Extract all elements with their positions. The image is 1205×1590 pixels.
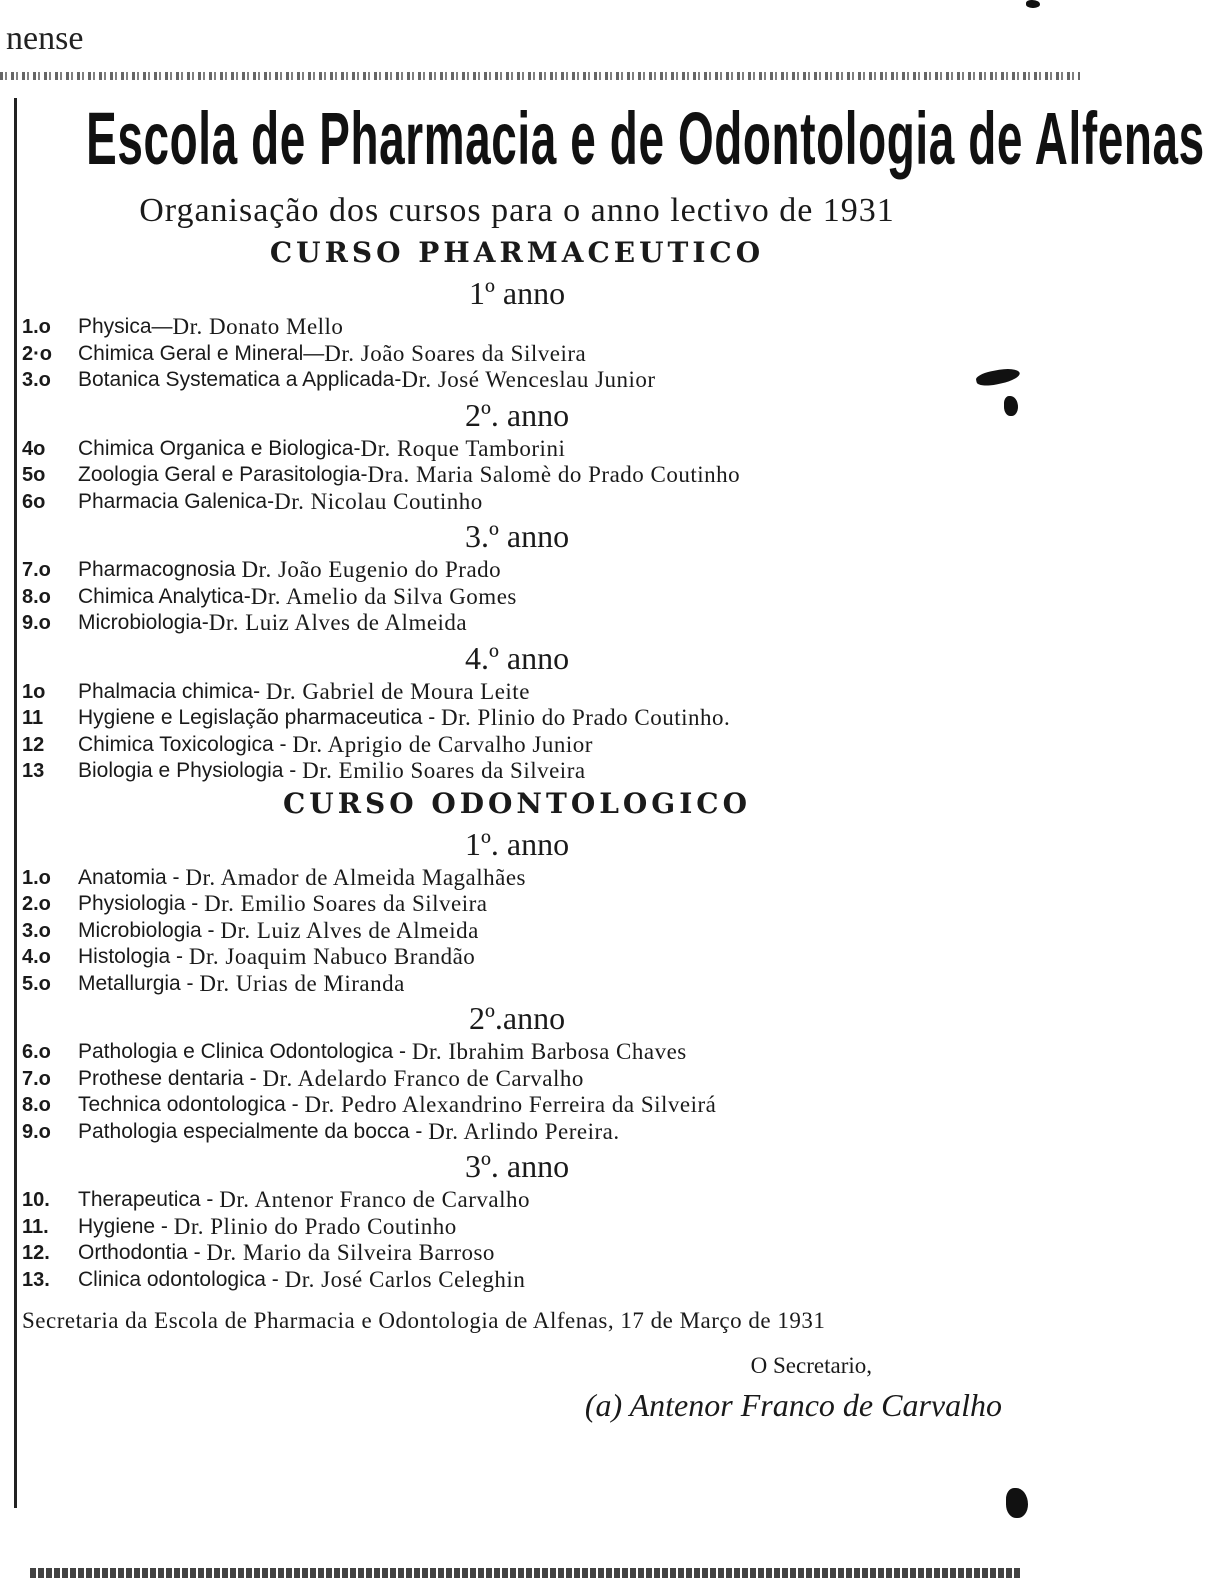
header-fragment: nense [6,20,84,57]
item-number: 9.o [22,1120,51,1143]
subject-item [22,758,1012,785]
item-number: 4.o [22,946,51,968]
subject-list [22,1039,1012,1145]
subject-name: Microbiologia - [78,918,221,942]
teacher-name: Dr. Emilio Soares da Silveira [302,758,586,783]
item-number: 2.o [22,893,51,915]
subject-name: Physica— [78,315,173,338]
subject-list [22,679,1012,785]
subject-list [22,557,1012,637]
item-number: 13 [22,760,45,782]
teacher-name: Dr. Plinio do Prado Coutinho. [441,705,731,730]
item-number: 9.o [22,612,51,634]
footer-note: Secretaria da Escola de Pharmacia e Odontologia de Alfenas, 17 de Março de 1931 [22,1308,826,1333]
item-number: 1.o [22,316,51,338]
teacher-name: Dr. Pedro Alexandrino Ferreira da Silveirá [304,1092,717,1117]
subject-name: Prothese dentaria - [78,1066,263,1090]
subject-name: Clinica odontologica - [78,1267,285,1291]
subject-item [22,732,1012,759]
subject-name: Pharmacia Galenica- [78,489,275,513]
subject-name: Chimica Toxicologica - [78,732,293,756]
item-number: 8.o [22,585,51,608]
teacher-name: Dr. Roque Tamborini [360,435,566,461]
teacher-name: Dr. Plinio do Prado Coutinho [173,1213,457,1239]
item-number: 8.o [22,1094,51,1116]
teacher-name: Dr. Gabriel de Moura Leite [265,678,530,704]
year-heading: 2º.anno [468,1000,566,1036]
item-number: 1o [22,680,46,703]
item-number: 4o [22,437,46,460]
subject-name: Pathologia especialmente da bocca - [78,1119,429,1143]
year-heading: 3º. anno [464,1148,570,1184]
subject-list [22,436,1012,516]
subject-list [22,865,1012,998]
subject-name: Therapeutica - [78,1188,220,1211]
teacher-name: Dr. José Carlos Celeghin [284,1266,526,1292]
subject-name: Chimica Organica e Biologica- [78,436,361,460]
subject-item [22,489,1012,516]
year-heading: 3.º anno [464,518,570,554]
subject-name: Phalmacia chimica- [78,679,266,703]
teacher-name: Dr. Ibrahim Barbosa Chaves [411,1039,687,1064]
ink-blot [1006,1488,1028,1518]
subject-list [22,1187,1012,1293]
teacher-name: Dr. Nicolau Coutinho [274,488,483,514]
subject-name: Pharmacognosia [78,558,242,581]
subject-item [22,341,1012,368]
subject-name: Biologia e Physiologia - [78,759,303,782]
teacher-name: Dr. Arlindo Pereira. [428,1118,620,1144]
teacher-name: Dr. Adelardo Franco de Carvalho [262,1065,584,1091]
subject-item [22,679,1012,706]
subject-item [22,944,1012,971]
teacher-name: Dr. Joaquim Nabuco Brandão [188,944,476,969]
year-heading: 2º. anno [464,396,570,433]
item-number: 2·o [22,342,52,365]
subject-item [22,705,1012,732]
subject-item [22,584,1012,611]
teacher-name: Dr. Luiz Alves de Almeida [220,917,479,943]
courses-container [22,234,1012,1293]
subject-item [22,1267,1012,1294]
item-number: 6o [22,490,46,513]
secretary-title: O Secretario, [750,1353,872,1378]
teacher-name: Dr. Amelio da Silva Gomes [250,583,517,609]
school-title: Escola de Pharmacia e de Odontologia de Alfenas [86,97,1205,180]
item-number: 3.o [22,919,51,942]
year-heading: 1º anno [468,275,566,311]
bottom-divider [30,1568,1020,1578]
subject-name: Anatomia - [78,865,186,889]
left-border-rule [14,98,17,1508]
item-number: 13. [22,1268,50,1291]
ink-blot [1026,0,1040,8]
top-divider [0,72,1080,80]
subject-name: Pathologia e Clinica Odontologica - [78,1040,412,1063]
subject-name: Orthodontia - [78,1241,207,1264]
subject-item [22,1240,1012,1267]
subject-name: Chimica Geral e Mineral— [78,341,325,365]
teacher-name: Dra. Maria Salomè do Prado Coutinho [367,462,741,487]
subject-list [22,314,1012,394]
subject-item [22,1066,1012,1093]
subject-item [22,1187,1012,1214]
subject-name: Botanica Systematica a Applicada- [78,368,402,391]
teacher-name: Dr. João Eugenio do Prado [241,557,502,582]
subject-item [22,610,1012,637]
notice-body [22,96,1205,1424]
item-number: 11 [22,707,44,729]
subject-item [22,1119,1012,1146]
subject-item [22,436,1012,463]
subject-item [22,865,1012,892]
item-number: 3.o [22,369,51,391]
teacher-name: Dr. Emilio Soares da Silveira [204,891,488,916]
subject-name: Zoologia Geral e Parasitologia- [78,463,368,486]
item-number: 1.o [22,866,51,889]
subject-name: Hygiene - [78,1214,174,1238]
subject-item [22,367,1012,394]
year-heading: 1º. anno [464,825,570,862]
item-number: 12 [22,733,45,756]
subject-name: Metallurgia - [78,971,200,995]
subject-item [22,1039,1012,1066]
item-number: 5o [22,464,46,486]
subject-item [22,918,1012,945]
subject-item [22,314,1012,341]
subject-item [22,891,1012,918]
item-number: 11. [22,1215,49,1238]
item-number: 7.o [22,1067,51,1090]
subject-name: Technica odontologica - [78,1093,305,1116]
course-title: CURSO ODONTOLOGICO [283,786,751,820]
subject-item [22,971,1012,998]
teacher-name: Dr. Aprigio de Carvalho Junior [292,731,593,757]
teacher-name: Dr. Donato Mello [172,314,344,339]
subject-name: Microbiologia- [78,611,209,634]
subject-name: Chimica Analytica- [78,584,251,608]
subject-item [22,557,1012,584]
subject-item [22,1214,1012,1241]
subject-item [22,1092,1012,1119]
notice-subtitle: Organisação dos cursos para o anno lectivo de 1931 [139,192,895,229]
item-number: 5.o [22,972,51,995]
subject-name: Physiologia - [78,892,205,915]
teacher-name: Dr. Mario da Silveira Barroso [206,1240,495,1265]
course-title: CURSO PHARMACEUTICO [269,236,765,269]
teacher-name: Dr. José Wenceslau Junior [401,367,656,392]
item-number: 12. [22,1242,50,1264]
item-number: 10. [22,1189,50,1211]
subject-name: Histologia - [78,945,189,968]
subject-item [22,462,1012,489]
teacher-name: Dr. Antenor Franco de Carvalho [219,1187,530,1212]
teacher-name: Dr. Amador de Almeida Magalhães [185,864,527,890]
teacher-name: Dr. João Soares da Silveira [324,340,587,366]
teacher-name: Dr. Luiz Alves de Almeida [208,610,468,635]
secretary-signature: (a) Antenor Franco de Carvalho [584,1387,1002,1423]
teacher-name: Dr. Urias de Miranda [199,970,405,996]
item-number: 6.o [22,1041,51,1063]
item-number: 7.o [22,559,51,581]
year-heading: 4.º anno [464,639,570,676]
subject-name: Hygiene e Legislação pharmaceutica - [78,706,442,729]
